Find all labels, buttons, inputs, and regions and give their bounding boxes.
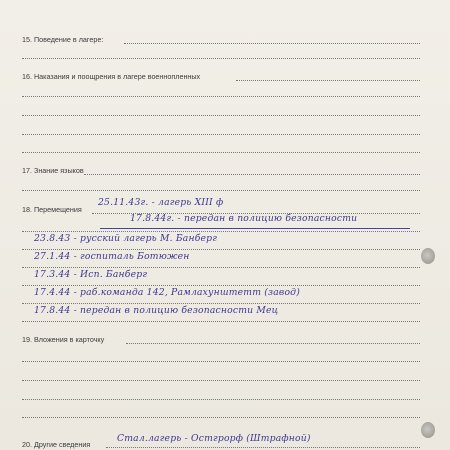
field-19-line-4 [22, 399, 420, 400]
field-18-line-4 [22, 267, 420, 268]
transfer-entry: 23.8.43 - русский лагерь М. Банберг [34, 233, 218, 244]
field-18-line-2 [22, 231, 420, 232]
field-16-line-4 [22, 134, 420, 135]
other-info-entry: Стал.лагерь - Остгрорф (Штрафной) [117, 433, 311, 444]
field-15-line [124, 43, 420, 44]
field-16-label: 16. Наказания и поощрения в лагере военнопленных [22, 72, 201, 81]
transfer-entry: 17.8.44г. - передан в полицию безопасности [130, 213, 358, 224]
field-15-line-2 [22, 58, 420, 59]
field-16-line-3 [22, 115, 420, 116]
field-20-label: 20. Другие сведения [22, 440, 91, 449]
field-16-line-5 [22, 152, 420, 153]
punch-hole [421, 248, 435, 264]
field-19-line-2 [22, 361, 420, 362]
field-16-line [236, 80, 420, 81]
field-18-line-6 [22, 303, 420, 304]
field-18-line-7 [22, 321, 420, 322]
field-15-label: 15. Поведение в лагере: [22, 35, 104, 44]
field-19-label: 19. Вложения в карточку [22, 335, 105, 344]
field-20-line [106, 447, 420, 448]
field-18-line-5 [22, 285, 420, 286]
transfer-entry: 17.8.44 - передан в полицию безопасности Мец [34, 305, 279, 316]
field-17-line [84, 174, 420, 175]
punch-hole [421, 422, 435, 438]
transfer-entry: 25.11.43г. - лагерь XIII ф [98, 197, 224, 208]
field-17-label: 17. Знание языков [22, 166, 84, 175]
field-19-line-3 [22, 380, 420, 381]
field-19-line [126, 343, 420, 344]
field-19-line-5 [22, 417, 420, 418]
transfer-entry: 27.1.44 - госпиталь Ботюжен [34, 251, 190, 262]
field-17-line-2 [22, 190, 420, 191]
transfer-entry: 17.3.44 - Исп. Банберг [34, 269, 148, 280]
field-16-line-2 [22, 96, 420, 97]
ink-underline [100, 228, 410, 229]
field-18-line-3 [22, 249, 420, 250]
field-18-label: 18. Перемещения [22, 205, 82, 214]
transfer-entry: 17.4.44 - раб.команда 142, Рамлахунштетт (завод) [34, 287, 300, 298]
